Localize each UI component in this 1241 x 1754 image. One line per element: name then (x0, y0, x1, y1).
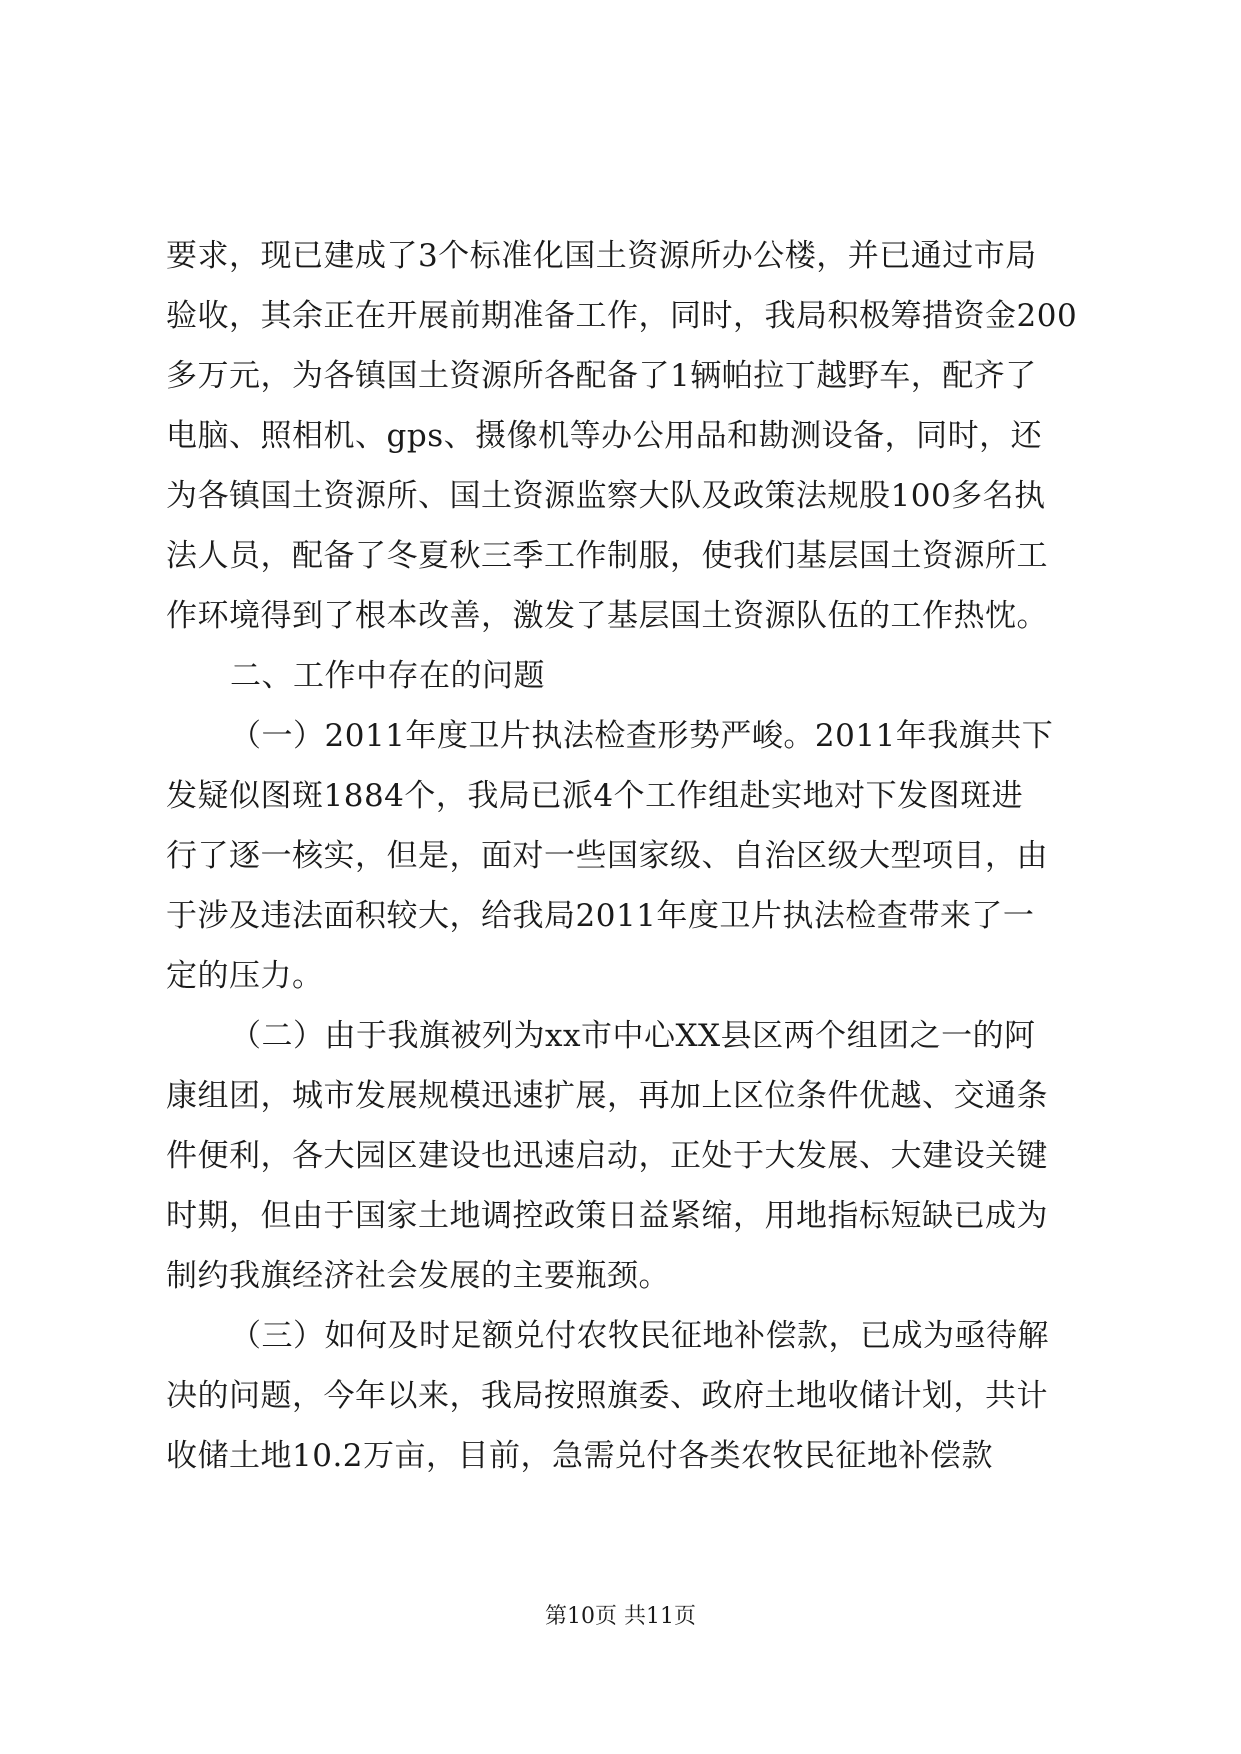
text-line: 件便利，各大园区建设也迅速启动，正处于大发展、大建设关键 (166, 1138, 1048, 1174)
text-line: 作环境得到了根本改善，激发了基层国土资源队伍的工作热忱。 (166, 598, 1048, 634)
text-line: 多万元，为各镇国土资源所各配备了1辆帕拉丁越野车，配齐了 (166, 358, 1037, 394)
text-line: 行了逐一核实，但是，面对一些国家级、自治区级大型项目，由 (166, 838, 1048, 874)
text-line: 为各镇国土资源所、国土资源监察大队及政策法规股100多名执 (166, 478, 1046, 514)
text-line: （一）2011年度卫片执法检查形势严峻。2011年我旗共下 (230, 718, 1054, 754)
text-line: 法人员，配备了冬夏秋三季工作制服，使我们基层国土资源所工 (166, 538, 1048, 574)
text-line: 于涉及违法面积较大，给我局2011年度卫片执法检查带来了一 (166, 898, 1035, 934)
page-number-footer: 第10页 共11页 (545, 1604, 696, 1629)
text-line: 决的问题，今年以来，我局按照旗委、政府土地收储计划，共计 (166, 1378, 1048, 1414)
text-line: 电脑、照相机、gps、摄像机等办公用品和勘测设备，同时，还 (166, 418, 1043, 454)
text-line: 康组团，城市发展规模迅速扩展，再加上区位条件优越、交通条 (166, 1078, 1048, 1114)
text-line: 验收，其余正在开展前期准备工作，同时，我局积极筹措资金200 (166, 298, 1078, 334)
text-line: 发疑似图斑1884个，我局已派4个工作组赴实地对下发图斑进 (166, 778, 1024, 814)
text-line: 时期，但由于国家土地调控政策日益紧缩，用地指标短缺已成为 (166, 1198, 1048, 1234)
text-line: 收储土地10.2万亩，目前，急需兑付各类农牧民征地补偿款 (166, 1438, 994, 1474)
text-line: （三）如何及时足额兑付农牧民征地补偿款，已成为亟待解 (230, 1318, 1049, 1354)
text-line: 制约我旗经济社会发展的主要瓶颈。 (166, 1258, 670, 1294)
section-heading: 二、工作中存在的问题 (230, 658, 545, 694)
text-line: 要求，现已建成了3个标准化国土资源所办公楼，并已通过市局 (166, 238, 1037, 274)
text-line: 定的压力。 (166, 958, 324, 994)
text-line: （二）由于我旗被列为xx市中心XX县区两个组团之一的阿 (230, 1018, 1036, 1054)
